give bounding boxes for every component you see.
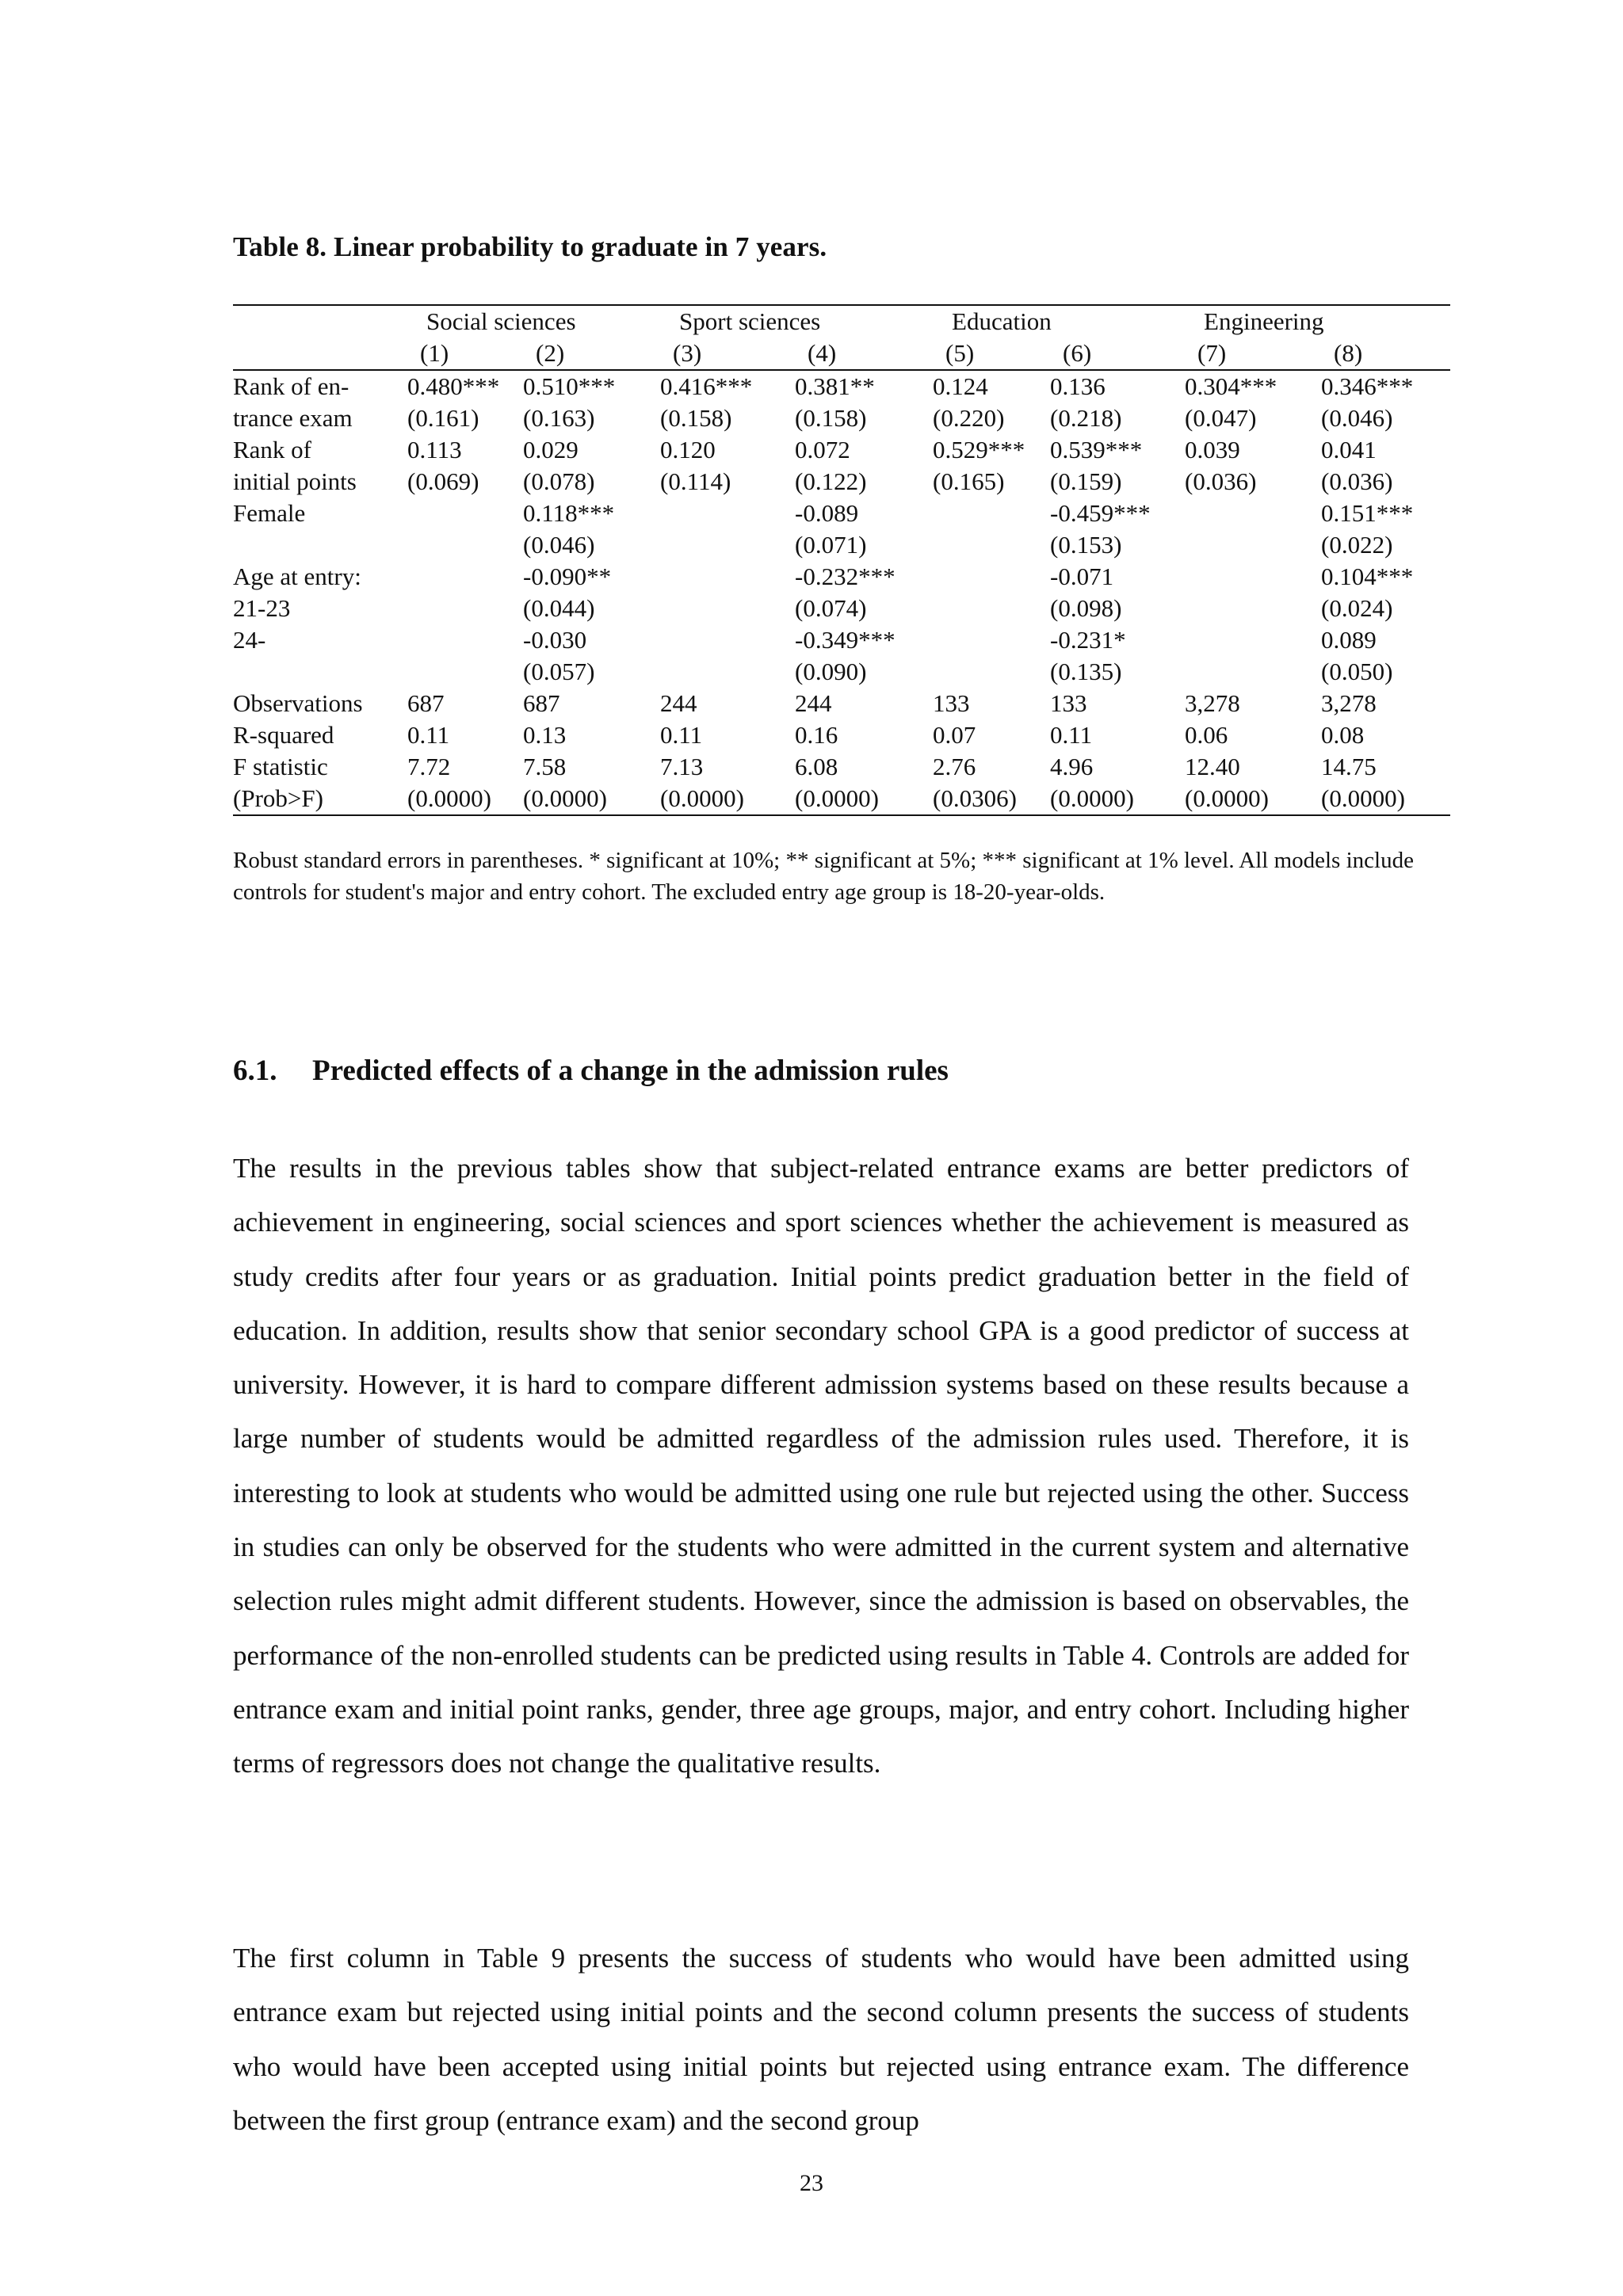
table-cell: 133 (1050, 689, 1087, 717)
table-cell: 0.08 (1321, 721, 1365, 749)
table-cell (933, 624, 1050, 656)
table-cell: (0.0306) (933, 783, 1050, 815)
table-cell: 0.039 (1185, 436, 1240, 463)
table-cell: 3,278 (1321, 689, 1377, 717)
row-label: initial points (233, 467, 357, 495)
table-cell: 0.072 (795, 436, 850, 463)
table-cell: (0.036) (1321, 467, 1393, 495)
table-cell: 6.08 (795, 753, 838, 780)
table-cell: 0.16 (795, 721, 838, 749)
table-cell: 12.40 (1185, 753, 1240, 780)
col-number: (1) (407, 338, 523, 370)
table-cell: (0.024) (1321, 594, 1393, 622)
table-cell (407, 529, 523, 561)
col-number: (5) (933, 338, 1050, 370)
table-cell: (0.046) (1321, 404, 1393, 432)
table-cell (933, 593, 1050, 624)
section-number: 6.1. (233, 1055, 277, 1087)
table-cell: 0.381** (795, 372, 875, 400)
body-paragraph: The results in the previous tables show that subject-related entrance exams are better predictors of achievement in engineering, social sciences and sport sciences whether the achievement is measured as study credits after four years or as graduation. Initial points predict graduation better in the field of education. In addition, results show that senior secondary school GPA is a good predictor of success at university. However, it is hard to compare different admission systems based on these results because a large number of students would be admitted regardless of the admission rules used. Therefore, it is interesting to look at students who would be admitted using one rule but rejected using the other. Success in studies can only be observed for the students who were admitted in the current system and alternative selection rules might admit different students. However, since the admission is based on observables, the performance of the non-enrolled students can be predicted using results in Table 4. Controls are added for entrance exam and initial point ranks, gender, three age groups, major, and entry cohort. Including higher terms of regressors does not change the qualitative results. (233, 1153, 1409, 1779)
table-cell: (0.069) (407, 467, 479, 495)
row-label: F statistic (233, 753, 328, 780)
table-cell: -0.349*** (795, 626, 896, 654)
table-cell (933, 529, 1050, 561)
table-cell: 0.104*** (1321, 563, 1414, 590)
row-label (233, 656, 407, 688)
col-number: (4) (795, 338, 933, 370)
table-cell: (0.220) (933, 404, 1005, 432)
table-cell: 0.124 (933, 372, 988, 400)
table-cell (407, 656, 523, 688)
col-number: (8) (1321, 338, 1450, 370)
table-cell (933, 561, 1050, 593)
table-cell: (0.163) (523, 404, 595, 432)
col-number: (2) (523, 338, 660, 370)
table-cell: (0.218) (1050, 404, 1122, 432)
table-cell: (0.074) (795, 594, 867, 622)
table-cell: 0.089 (1321, 626, 1377, 654)
table-cell: 0.11 (407, 721, 450, 749)
column-number-row (233, 338, 1450, 370)
table-row (233, 783, 1450, 815)
table-cell: 0.136 (1050, 372, 1106, 400)
col-number: (3) (660, 338, 795, 370)
table-cell: -0.232*** (795, 563, 896, 590)
table-cell: (0.0000) (1185, 783, 1321, 815)
group-header-row (233, 305, 1450, 338)
col-number: (7) (1185, 338, 1321, 370)
table-cell: (0.046) (523, 531, 595, 559)
table-cell: 0.120 (660, 436, 716, 463)
table-cell (660, 529, 795, 561)
table-cell (407, 498, 523, 529)
table-cell (1185, 593, 1321, 624)
table-cell: (0.159) (1050, 467, 1122, 495)
table-cell (660, 498, 795, 529)
table-cell: 0.416*** (660, 372, 753, 400)
table-cell (1185, 561, 1321, 593)
table-cell: 0.11 (1050, 721, 1093, 749)
table-cell: (0.135) (1050, 658, 1122, 685)
row-label: Rank of en- (233, 372, 349, 400)
table-cell (660, 656, 795, 688)
table-row (233, 751, 1450, 783)
table-cell: 0.529*** (933, 436, 1025, 463)
table-cell: 3,278 (1185, 689, 1240, 717)
table-cell (1185, 656, 1321, 688)
table-row (233, 434, 1450, 466)
table-cell: -0.459*** (1050, 499, 1151, 527)
table-cell: 0.041 (1321, 436, 1377, 463)
table-cell (1185, 624, 1321, 656)
table-cell: (0.057) (523, 658, 595, 685)
table-cell: 0.06 (1185, 721, 1228, 749)
table-cell: (0.161) (407, 404, 479, 432)
table-cell: (0.090) (795, 658, 867, 685)
regression-table (233, 304, 1450, 816)
table-cell: 0.118*** (523, 499, 615, 527)
group-social-sciences: Social sciences (407, 305, 660, 338)
table-notes: Robust standard errors in parentheses. * significant at 10%; ** significant at 5%; *** significant at 1% level. All models include controls for student's major and entry cohort. The excluded entry age group is 18-20-year-olds. (233, 848, 1414, 905)
table-row (233, 561, 1450, 593)
table-row (233, 370, 1450, 402)
page-number: 23 (800, 2170, 823, 2196)
stub-header (233, 305, 407, 338)
table-row (233, 593, 1450, 624)
row-label: Rank of (233, 436, 312, 463)
table-cell: (0.022) (1321, 531, 1393, 559)
table-cell: 0.304*** (1185, 372, 1277, 400)
section-title: Predicted effects of a change in the admission rules (312, 1055, 949, 1087)
table-cell (407, 593, 523, 624)
table-cell: 0.07 (933, 721, 976, 749)
table-cell: (0.122) (795, 467, 867, 495)
table-row (233, 688, 1450, 719)
table-cell: (0.0000) (523, 783, 660, 815)
table-cell: 7.13 (660, 753, 704, 780)
table-cell (933, 498, 1050, 529)
table-cell: 0.13 (523, 721, 567, 749)
table-cell: 0.029 (523, 436, 579, 463)
table-cell: (0.0000) (795, 783, 933, 815)
row-label: R-squared (233, 721, 334, 749)
table-cell: (0.0000) (407, 783, 523, 815)
table-cell: 4.96 (1050, 753, 1094, 780)
table-row (233, 656, 1450, 688)
table-cell: (0.114) (660, 467, 731, 495)
table-cell: -0.090** (523, 563, 612, 590)
row-label: Observations (233, 689, 363, 717)
table-cell: 0.480*** (407, 372, 500, 400)
table-cell: (0.0000) (1321, 783, 1450, 815)
body-paragraph: The first column in Table 9 presents the success of students who would have been admitted using entrance exam but rejected using initial points and the second column presents the success of students who would have been accepted using initial points but rejected using entrance exam. The difference between the first group (entrance exam) and the second group (233, 1943, 1409, 2136)
group-engineering: Engineering (1185, 305, 1450, 338)
table-cell (660, 561, 795, 593)
table-cell: 2.76 (933, 753, 976, 780)
table-row (233, 402, 1450, 434)
table-cell: 0.539*** (1050, 436, 1143, 463)
row-label: 21-23 (233, 594, 291, 622)
table-cell: 133 (933, 689, 970, 717)
table-cell: 244 (660, 689, 697, 717)
col-number: (6) (1050, 338, 1185, 370)
table-cell: (0.050) (1321, 658, 1393, 685)
table-cell: (0.078) (523, 467, 595, 495)
table-cell: (0.071) (795, 531, 867, 559)
table-cell (1185, 498, 1321, 529)
table-cell: 687 (523, 689, 560, 717)
table-row (233, 529, 1450, 561)
table-title: Table 8. Linear probability to graduate in 7 years. (233, 231, 827, 262)
table-cell: 7.72 (407, 753, 451, 780)
table-cell: (0.044) (523, 594, 595, 622)
table-cell: 0.151*** (1321, 499, 1414, 527)
table-cell: (0.158) (660, 404, 732, 432)
table-cell: 0.113 (407, 436, 462, 463)
table-cell: (0.0000) (1050, 783, 1185, 815)
table-cell: (0.158) (795, 404, 867, 432)
table-cell: 7.58 (523, 753, 567, 780)
table-cell (933, 656, 1050, 688)
row-label: Age at entry: (233, 563, 361, 590)
group-education: Education (933, 305, 1185, 338)
table-cell (407, 561, 523, 593)
table-row (233, 498, 1450, 529)
group-sport-sciences: Sport sciences (660, 305, 933, 338)
table-cell: -0.231* (1050, 626, 1126, 654)
table-cell: -0.030 (523, 626, 587, 654)
table-cell: 0.346*** (1321, 372, 1414, 400)
table-cell: -0.089 (795, 499, 859, 527)
table-cell: 0.11 (660, 721, 703, 749)
table-cell: (0.036) (1185, 467, 1257, 495)
table-cell: 0.510*** (523, 372, 616, 400)
row-label: Female (233, 499, 306, 527)
table-cell: -0.071 (1050, 563, 1114, 590)
table-cell: (0.153) (1050, 531, 1122, 559)
row-label: (Prob>F) (233, 783, 407, 815)
table-cell (1185, 529, 1321, 561)
table-cell (407, 624, 523, 656)
table-cell (660, 593, 795, 624)
table-row (233, 624, 1450, 656)
table-cell: 687 (407, 689, 445, 717)
table-cell: (0.165) (933, 467, 1005, 495)
row-label: 24- (233, 626, 266, 654)
table-cell: 14.75 (1321, 753, 1377, 780)
table-row (233, 719, 1450, 751)
table-cell: (0.047) (1185, 404, 1257, 432)
table-cell (660, 624, 795, 656)
table-row (233, 466, 1450, 498)
table-cell: 244 (795, 689, 832, 717)
row-label: trance exam (233, 404, 353, 432)
table-cell: (0.0000) (660, 783, 795, 815)
section-heading (233, 1054, 949, 1088)
table-cell: (0.098) (1050, 594, 1122, 622)
row-label (233, 529, 407, 561)
